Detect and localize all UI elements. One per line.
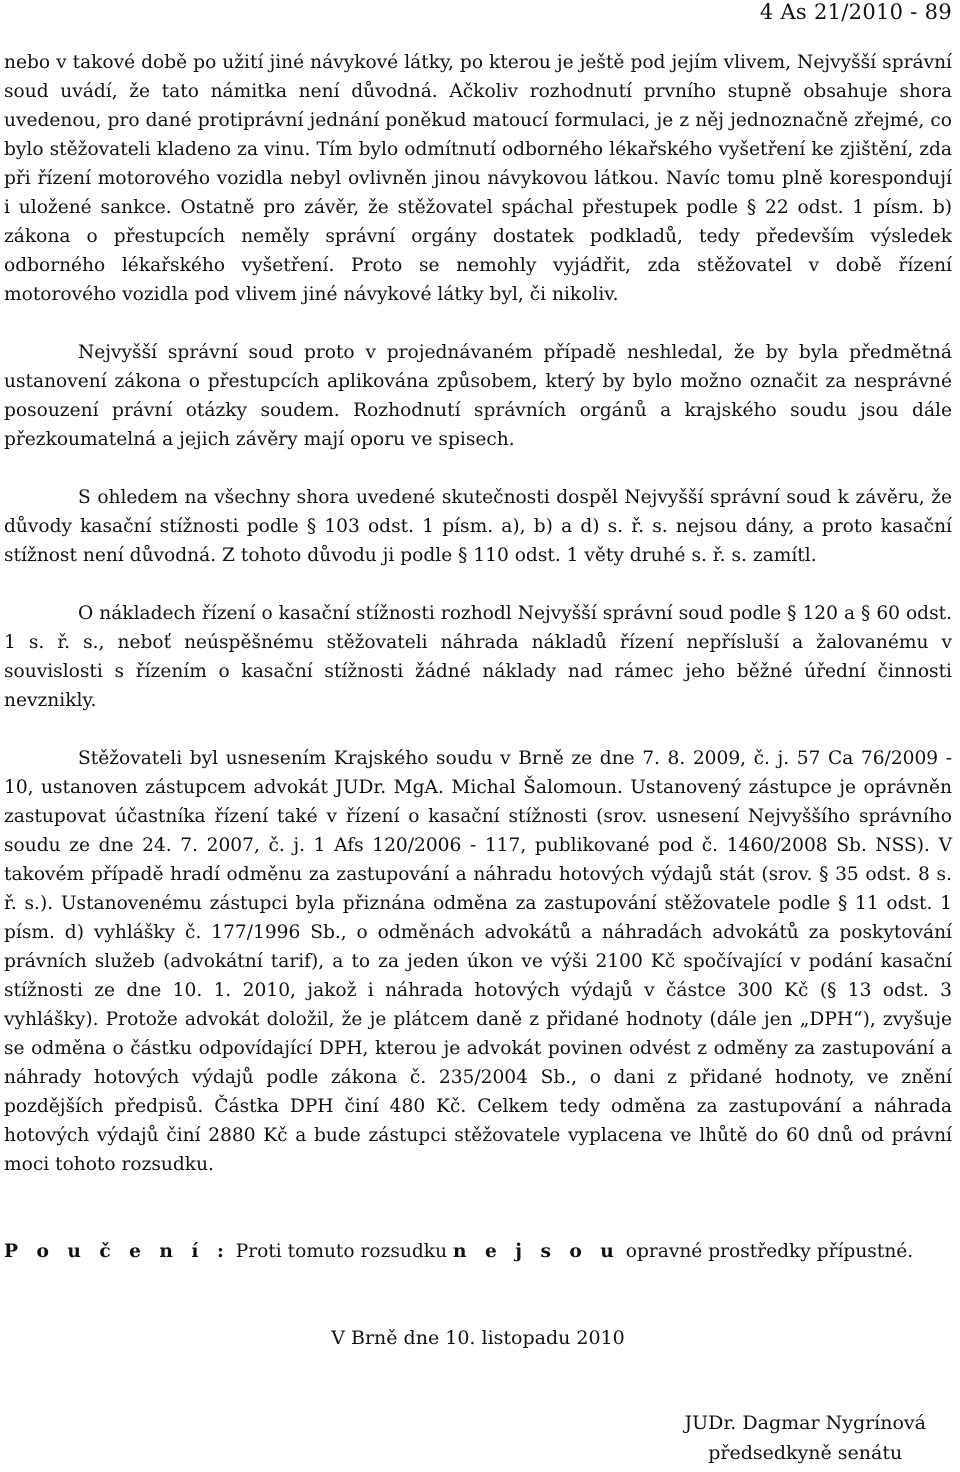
- signature-block: [684, 1408, 926, 1468]
- paragraph-3: S ohledem na všechny shora uvedené skutečnosti dospěl Nejvyšší správní soud k závěru, že důvody kasační stížnosti podle § 103 odst. 1 písm. a), b) a d) s. ř. s. nejsou dány, a proto kasační stížnost není důvodná. Z tohoto důvodu ji podle § 110 odst. 1 věty druhé s. ř. s. zamítl.: [4, 487, 952, 566]
- signature-title: předsedkyně senátu: [708, 1442, 903, 1464]
- instruction-emphasis: n e j s o u: [452, 1241, 620, 1262]
- place-and-date: V Brně dne 10. listopadu 2010: [331, 1327, 625, 1349]
- instruction-text-before: Proti tomuto rozsudku: [235, 1241, 448, 1262]
- paragraph-5: Stěžovateli byl usnesením Krajského soudu v Brně ze dne 7. 8. 2009, č. j. 57 Ca 76/2009 - 10, ustanoven zástupcem advokát JUDr. MgA. Michal Šalomoun. Ustanovený zástupce je oprávněn zastupovat účastníka řízení také v řízení o kasační stížnosti (srov. usnesení Nejvyššího správního soudu ze dne 24. 7. 2007, č. j. 1 Afs 120/2006 - 117, publikované pod č. 1460/2008 Sb. NSS). V takovém případě hradí odměnu za zastupování a náhradu hotových výdajů stát (srov. § 35 odst. 8 s. ř. s.). Ustanovenému zástupci byla přiznána odměna za zastupování stěžovatele podle § 11 odst. 1 písm. d) vyhlášky č. 177/1996 Sb., o odměnách advokátů a náhradách advokátů za poskytování právních služeb (advokátní tarif), a to za jeden úkon ve výši 2100 Kč spočívající v podání kasační stížnosti ze dne 10. 1. 2010, jakož i náhrada hotových výdajů v částce 300 Kč (§ 13 odst. 3 vyhlášky). Protože advokát doložil, že je plátcem daně z přidané hodnoty (dále jen „DPH“), zvyšuje se odměna o částku odpovídající DPH, kterou je advokát povinen odvést z odměny za zastupování a náhrady hotových výdajů podle zákona č. 235/2004 Sb., o dani z přidané hodnoty, ve znění pozdějších předpisů. Částka DPH činí 480 Kč. Celkem tedy odměna za zastupování a náhrada hotových výdajů činí 2880 Kč a bude zástupci stěžovatele vyplacena ve lhůtě do 60 dnů od právní moci tohoto rozsudku.: [4, 748, 952, 1175]
- signature-name: JUDr. Dagmar Nygrínová: [684, 1412, 926, 1434]
- legal-instruction: [4, 1237, 952, 1266]
- paragraph-2: Nejvyšší správní soud proto v projednávaném případě neshledal, že by byla předmětná ustanovení zákona o přestupcích aplikována způsobem, který by bylo možno označit za nesprávné posouzení právní otázky soudem. Rozhodnutí správních orgánů a krajského soudu jsou dále přezkoumatelná a jejich závěry mají oporu ve spisech.: [4, 342, 952, 450]
- paragraph-4: O nákladech řízení o kasační stížnosti rozhodl Nejvyšší správní soud podle § 120 a § 60 odst. 1 s. ř. s., neboť neúspěšnému stěžovateli náhrada nákladů řízení nepřísluší a žalovanému v souvislosti s řízením o kasační stížnosti žádné náklady nad rámec jeho běžné úřední činnosti nevznikly.: [4, 603, 952, 711]
- paragraph-1: nebo v takové době po užití jiné návykové látky, po kterou je ještě pod jejím vlivem, Nejvyšší správní soud uvádí, že tato námitka není důvodná. Ačkoliv rozhodnutí prvního stupně obsahuje shora uvedenou, pro dané protiprávní jednání poněkud matoucí formulaci, je z něj jednoznačně zřejmé, co bylo stěžovateli kladeno za vinu. Tím bylo odmítnutí odborného lékařského vyšetření ke zjištění, zda při řízení motorového vozidla nebyl ovlivněn jinou návykovou látkou. Navíc tomu plně korespondují i uložené sankce. Ostatně pro závěr, že stěžovatel spáchal přestupek podle § 22 odst. 1 písm. b) zákona o přestupcích neměly správní orgány dostatek podkladů, tedy především výsledek odborného lékařského vyšetření. Proto se nemohly vyjádřit, zda stěžovatel v době řízení motorového vozidla pod vlivem jiné návykové látky byl, či nikoliv.: [4, 52, 952, 305]
- instruction-label: P o u č e n í :: [4, 1241, 230, 1262]
- instruction-text-after: opravné prostředky přípustné.: [625, 1241, 914, 1262]
- case-number: 4 As 21/2010 - 89: [759, 0, 952, 24]
- document-body: [4, 48, 952, 1353]
